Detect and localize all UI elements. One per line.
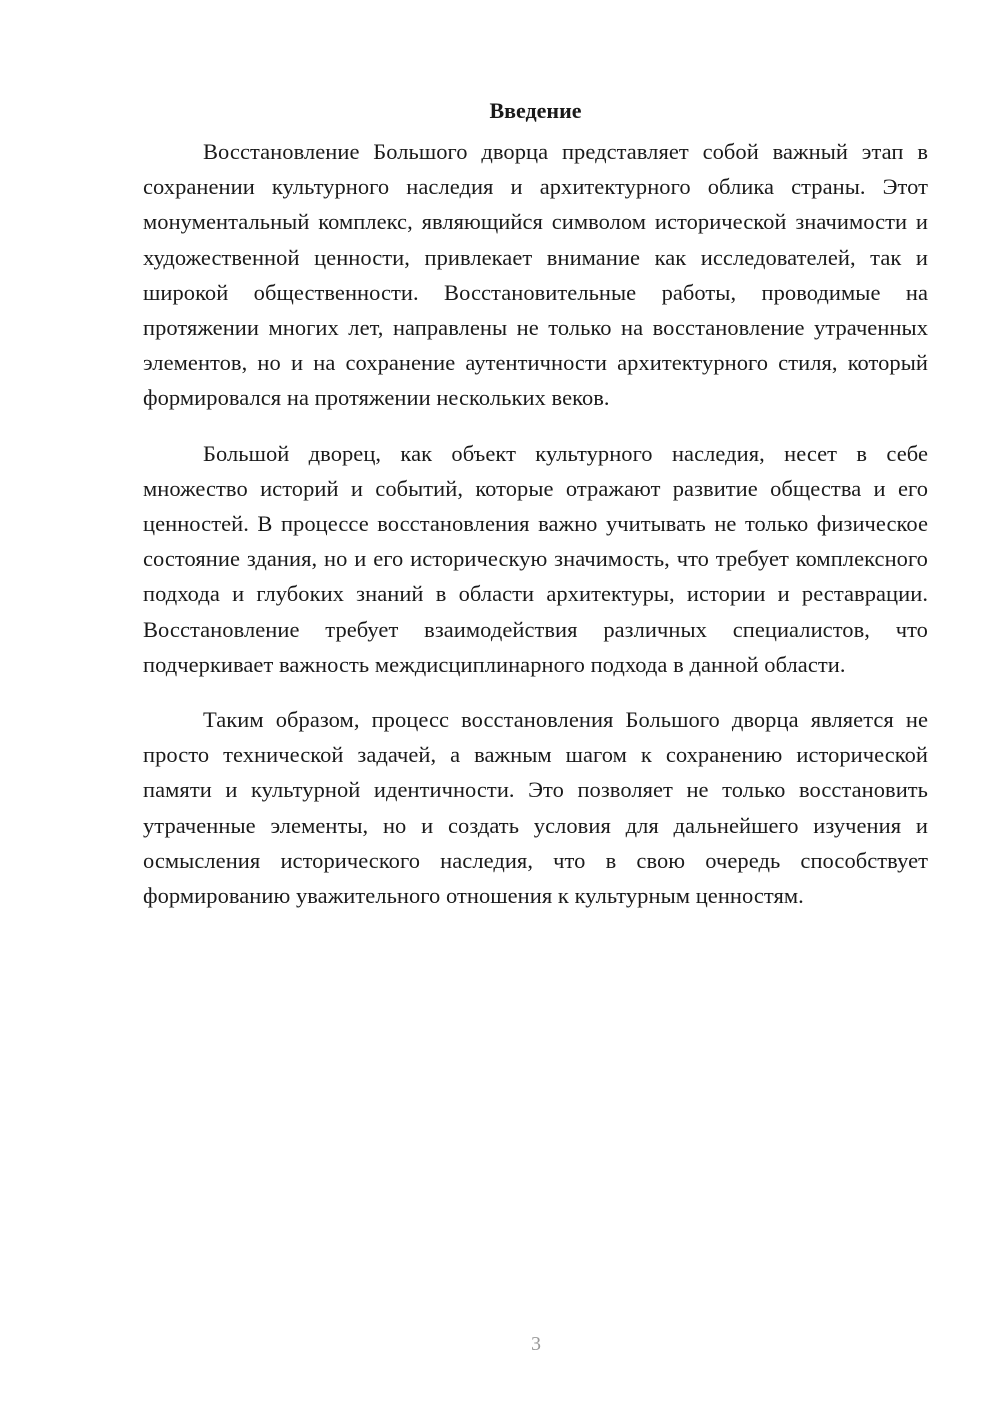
paragraph-3: Таким образом, процесс восстановления Большого дворца является не просто технической задачей, а важным шагом к сохранению исторической памяти и культурной идентичности. Это позволяет не только восстановить утраченные элементы, но и создать условия для дальнейшего изучения и осмысления исторического наследия, что в свою очередь способствует формированию уважительного отношения к культурным ценностям.: [143, 707, 928, 909]
paragraph-1: Восстановление Большого дворца представляет собой важный этап в сохранении культурного наследия и архитектурного облика страны. Этот монументальный комплекс, являющийся символом исторической значимости и художественной ценности, привлекает внимание как исследователей, так и широкой общественности. Восстановительные работы, проводимые на протяжении многих лет, направлены не только на восстановление утраченных элементов, но и на сохранение аутентичности архитектурного стиля, который формировался на протяжении нескольких веков.: [143, 139, 928, 411]
page-number: 3: [531, 1333, 541, 1355]
section-heading: Введение: [489, 98, 582, 123]
paragraph-2: Большой дворец, как объект культурного наследия, несет в себе множество историй и событий, которые отражают развитие общества и его ценностей. В процессе восстановления важно учитывать не только физическое состояние здания, но и его историческую значимость, что требует комплексного подхода и глубоких знаний в области архитектуры, истории и реставрации. Восстановление требует взаимодействия различных специалистов, что подчеркивает важность междисциплинарного подхода в данной области.: [143, 440, 928, 677]
page-content: [143, 96, 928, 933]
